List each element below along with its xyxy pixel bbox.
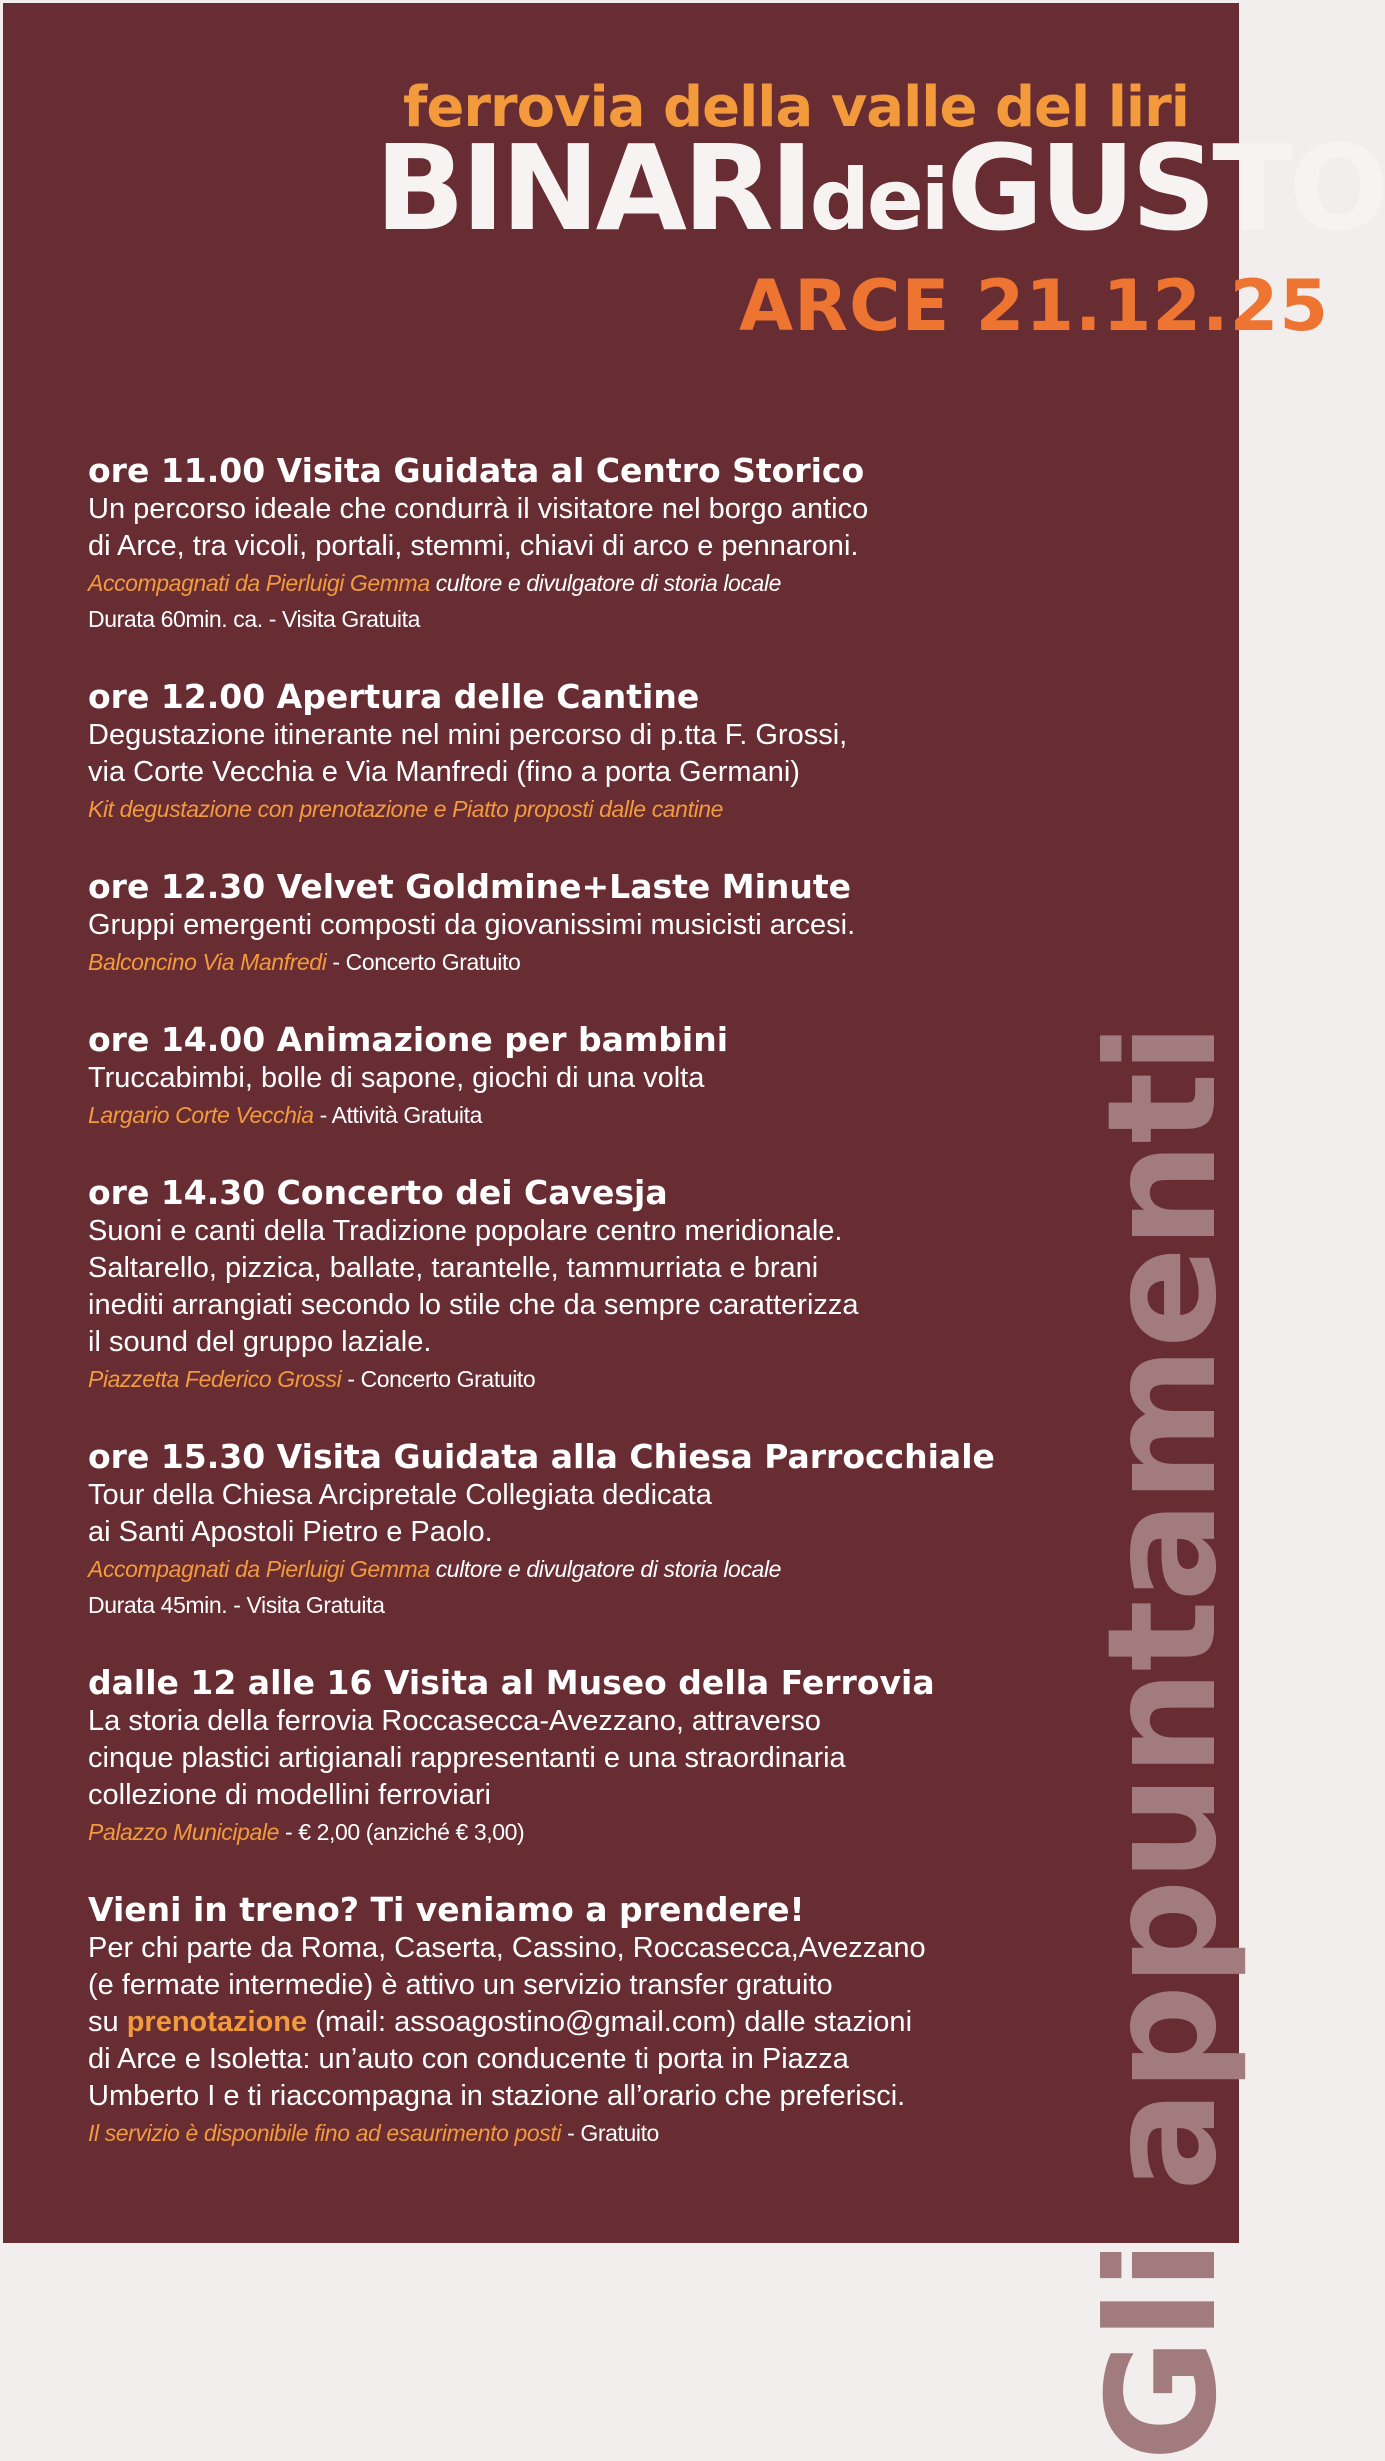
poster (3, 3, 1385, 2461)
event-note-highlight: Accompagnati da Pierluigi Gemma (88, 570, 430, 596)
header (3, 3, 1385, 363)
event-desc-line: Degustazione itinerante nel mini percorso di p.tta F. Grossi, (88, 719, 848, 751)
event-desc-line: ai Santi Apostoli Pietro e Paolo. (88, 1516, 493, 1548)
transfer-line (88, 2004, 1008, 2041)
event-item (88, 1437, 1008, 1623)
header-title-gusto: GUSTO (946, 119, 1385, 257)
event-note-highlight: Piazzetta Federico Grossi (88, 1366, 342, 1392)
event-note (88, 1361, 1008, 1397)
header-title-binari: BINARI (375, 119, 810, 257)
transfer-note-highlight: Il servizio è disponibile fino ad esaurimento posti (88, 2120, 562, 2146)
event-desc-line: Tour della Chiesa Arcipretale Collegiata dedicata (88, 1479, 712, 1511)
event-note-plain: - Attività Gratuita (313, 1102, 482, 1128)
event-desc-line: inediti arrangiati secondo lo stile che da sempre caratterizza (88, 1289, 859, 1321)
header-date: ARCE 21.12.25 (739, 265, 1330, 347)
event-desc-line: collezione di modellini ferroviari (88, 1779, 491, 1811)
event-desc-line: La storia della ferrovia Roccasecca-Avezzano, attraverso (88, 1705, 821, 1737)
event-desc-line: Gruppi emergenti composti da giovanissimi musicisti arcesi. (88, 909, 856, 941)
event-note (88, 1814, 1008, 1850)
event-desc-line: via Corte Vecchia e Via Manfredi (fino a porta Germani) (88, 756, 800, 788)
event-note-plain: - € 2,00 (anziché € 3,00) (278, 1819, 525, 1845)
event-title: ore 14.30 Concerto dei Cavesja (88, 1173, 668, 1212)
event-note-highlight: Palazzo Municipale (88, 1819, 279, 1845)
transfer-line-post: (mail: assoagostino@gmail.com) dalle stazioni (307, 2006, 913, 2038)
event-note (88, 1097, 1008, 1133)
event-note-plain: - Concerto Gratuito (341, 1366, 536, 1392)
transfer-section (88, 1890, 1008, 2151)
event-item (88, 451, 1008, 637)
transfer-line: (e fermate intermedie) è attivo un servizio transfer gratuito (88, 1969, 833, 2001)
event-item (88, 1020, 1008, 1133)
event-item (88, 1173, 1008, 1397)
event-note-plain: Durata 60min. ca. - Visita Gratuita (88, 606, 420, 632)
transfer-line: Per chi parte da Roma, Caserta, Cassino, Roccasecca,Avezzano (88, 1932, 926, 1964)
transfer-title: Vieni in treno? Ti veniamo a prendere! (88, 1890, 805, 1929)
transfer-note (88, 2115, 1008, 2151)
event-note-highlight: Largario Corte Vecchia (88, 1102, 314, 1128)
event-note-extra: cultore e divulgatore di storia locale (429, 1556, 782, 1582)
transfer-line-pre: su (88, 2006, 127, 2038)
transfer-line: di Arce e Isoletta: un’auto con conducente ti porta in Piazza (88, 2043, 849, 2075)
event-title: ore 12.30 Velvet Goldmine+Laste Minute (88, 867, 852, 906)
event-note (88, 1551, 1008, 1587)
header-subtitle: ferrovia della valle del liri (403, 75, 1189, 140)
event-desc-line: Un percorso ideale che condurrà il visitatore nel borgo antico (88, 493, 869, 525)
event-title: dalle 12 alle 16 Visita al Museo della Ferrovia (88, 1663, 935, 1702)
event-note-plain: - Concerto Gratuito (326, 949, 521, 975)
event-title: ore 14.00 Animazione per bambini (88, 1020, 729, 1059)
event-note (88, 565, 1008, 601)
transfer-booking-highlight: prenotazione (126, 2006, 308, 2038)
event-desc-line: Saltarello, pizzica, ballate, tarantelle, tammurriata e brani (88, 1252, 819, 1284)
event-note (88, 601, 1008, 637)
vertical-label: Gli appuntamenti (1076, 1024, 1250, 2461)
event-note (88, 791, 1008, 827)
event-desc-line: di Arce, tra vicoli, portali, stemmi, chiavi di arco e pennaroni. (88, 530, 859, 562)
event-note (88, 944, 1008, 980)
events-list (88, 451, 1008, 2191)
event-item (88, 677, 1008, 827)
event-desc-line: Truccabimbi, bolle di sapone, giochi di una volta (88, 1062, 705, 1094)
event-note-highlight: Kit degustazione con prenotazione e Piatto proposti dalle cantine (88, 796, 724, 822)
event-title: ore 15.30 Visita Guidata alla Chiesa Parrocchiale (88, 1437, 995, 1476)
event-title: ore 12.00 Apertura delle Cantine (88, 677, 700, 716)
event-desc-line: il sound del gruppo laziale. (88, 1326, 432, 1358)
event-note-highlight: Balconcino Via Manfredi (88, 949, 327, 975)
event-note-highlight: Accompagnati da Pierluigi Gemma (88, 1556, 430, 1582)
event-item (88, 867, 1008, 980)
event-desc-line: cinque plastici artigianali rappresentanti e una straordinaria (88, 1742, 846, 1774)
header-title (375, 119, 1385, 257)
event-note (88, 1587, 1008, 1623)
event-item (88, 1663, 1008, 1850)
event-title: ore 11.00 Visita Guidata al Centro Storico (88, 451, 865, 490)
event-note-plain: Durata 45min. - Visita Gratuita (88, 1592, 385, 1618)
transfer-note-plain: - Gratuito (561, 2120, 659, 2146)
header-title-dei: dei (809, 151, 947, 249)
event-desc-line: Suoni e canti della Tradizione popolare centro meridionale. (88, 1215, 843, 1247)
event-note-extra: cultore e divulgatore di storia locale (429, 570, 782, 596)
transfer-line: Umberto I e ti riaccompagna in stazione all’orario che preferisci. (88, 2080, 906, 2112)
